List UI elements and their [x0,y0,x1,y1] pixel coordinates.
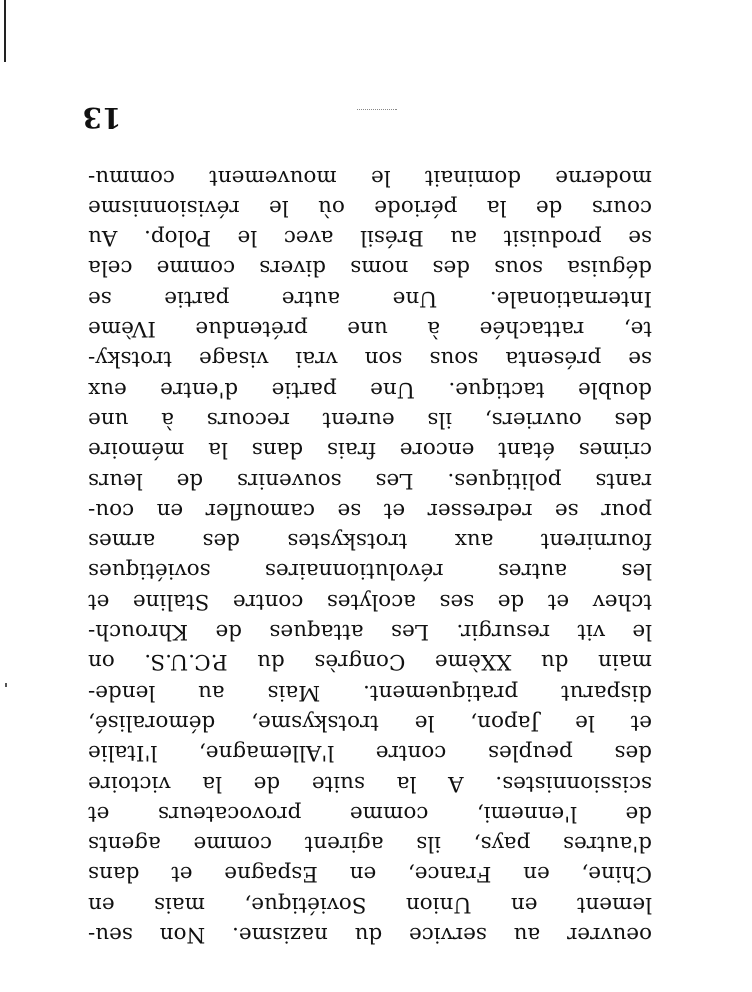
text-line: oeuvrer au service du nazisme. Non seu- [88,922,652,947]
text-line: déguisa sous des noms divers comme cela [88,255,652,281]
text-line: double tactique. Une partie d'entre eux [88,376,652,402]
text-line: tchev et de ses acolytes contre Staline et [88,588,652,614]
scan-mark [5,683,7,687]
text-line: lement en Union Soviétique, mais en [88,891,652,917]
text-line: les autres révolutionnaires soviétiques [88,558,652,584]
text-line: main du XXème Congrès du P.C.U.S. on [88,649,652,675]
text-line: rants politiques. Les souvenirs de leurs [88,467,652,493]
text-line: de l'ennemi, comme provocateurs et [88,800,652,826]
text-line: des ouvriers, ils eurent recours à une [88,406,652,432]
scan-speckle [357,106,397,110]
text-line: scissionnistes. A la suite de la victoire [88,770,652,796]
text-line: pour se redresser et se camoufler en cou- [88,497,652,523]
text-line: des peuples contre l'Allemagne, l'Italie [88,740,652,766]
text-line: se produisit au Brésil avec le Polop. Au [88,225,652,251]
text-line: d'autres pays, ils agirent comme agents [88,831,652,857]
text-line: moderne dominait le mouvement commu- [88,164,652,190]
body-text [88,161,652,949]
text-line: Chine, en France, en Espagne et dans [88,861,652,887]
text-line: disparut pratiquement. Mais au lende- [88,679,652,705]
text-line: et le Japon, le trotskysme, démoralisé, [88,709,652,735]
text-line: crimes étant encore frais dans la mémoire [88,437,652,463]
text-line: Internationale. Une autre partie se [88,285,652,311]
text-line: fournirent aux trotskystes des armes [88,528,652,554]
text-line: se présenta sous son vrai visage trotsky- [88,346,652,372]
page-edge-line [4,0,6,62]
text-line: te, rattachée à une prétendue IVème [88,316,652,342]
page-number: 13 [82,101,122,134]
text-line: cours de la période où le révisionnisme [88,194,652,220]
text-line: le vit resurgir. Les attaques de Khrouch- [88,619,652,645]
